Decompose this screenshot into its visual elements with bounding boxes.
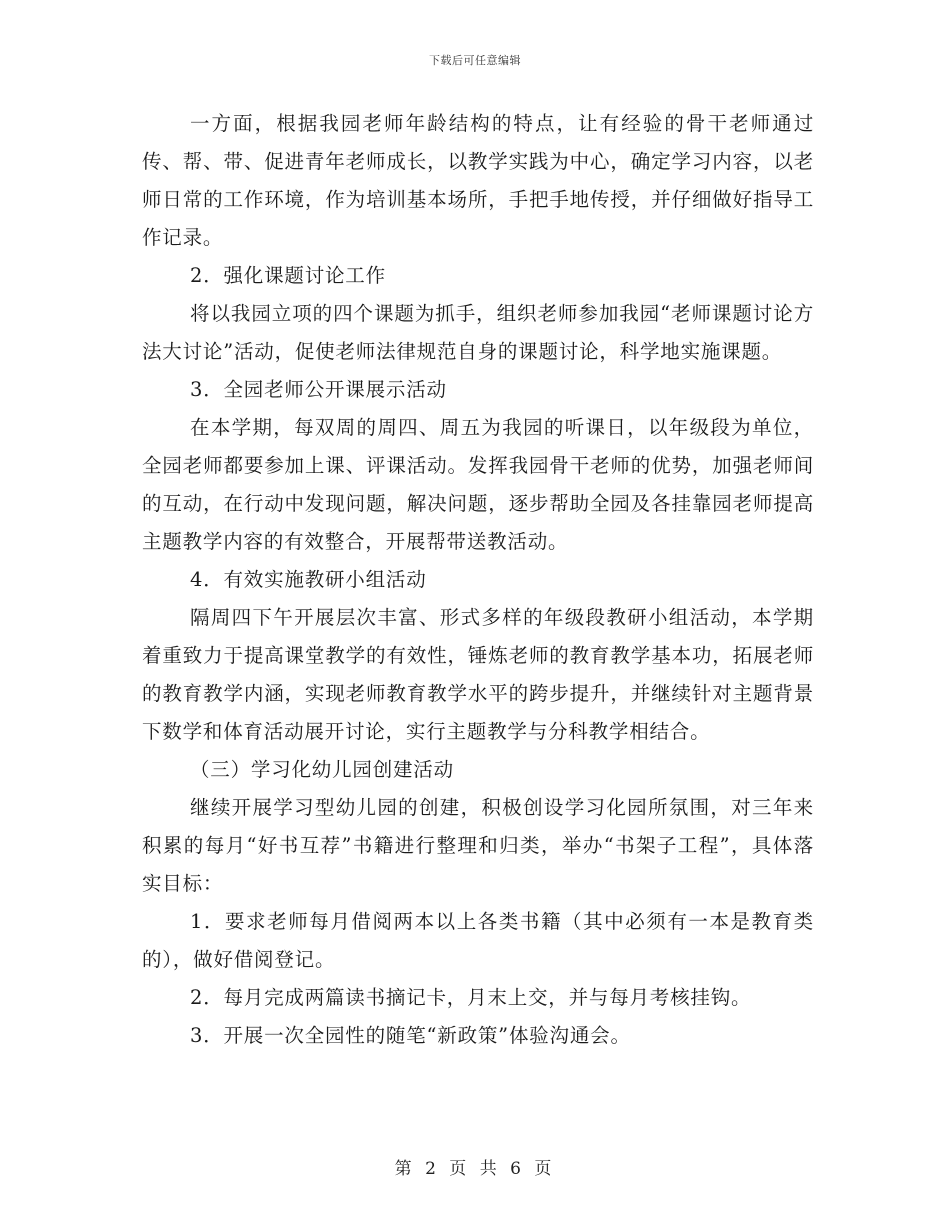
heading-research-topics: 2．强化课题讨论工作 (190, 264, 386, 287)
heading-open-class: 3．全园老师公开课展示活动 (190, 378, 447, 401)
paragraph-research-topics: 将以我园立项的四个课题为抓手，组织老师参加我园“老师课题讨论方法大讨论”活动，促使老师法律规范自身的课题讨论，科学地实施课题。 (142, 302, 814, 363)
paragraph-mentoring: 一方面，根据我园老师年龄结构的特点，让有经验的骨干老师通过传、帮、带、促进青年老师成长，以教学实践为中心，确定学习内容，以老师日常的工作环境，作为培训基本场所，手把手地传授，并仔细做好指导工作记录。 (142, 112, 814, 249)
paragraph-learning-kindergarten: 继续开展学习型幼儿园的创建，积极创设学习化园所氛围，对三年来积累的每月“好书互荐”书籍进行整理和归类，举办“书架子工程”，具体落实目标： (142, 796, 814, 895)
heading-research-groups: 4．有效实施教研小组活动 (190, 568, 427, 591)
list-item-notes: 2．每月完成两篇读书摘记卡，月末上交，并与每月考核挂钩。 (190, 986, 752, 1009)
paragraph-research-groups: 隔周四下午开展层次丰富、形式多样的年级段教研小组活动，本学期着重致力于提高课堂教学的有效性，锤炼老师的教育教学基本功，拓展老师的教育教学内涵，实现老师教育教学水平的跨步提升，并继续针对主题背景下数学和体育活动展开讨论，实行主题教学与分科教学相结合。 (142, 606, 814, 743)
page-number: 第 2 页 共 6 页 (394, 1159, 556, 1179)
paragraph-open-class: 在本学期，每双周的周四、周五为我园的听课日，以年级段为单位，全园老师都要参加上课、评课活动。发挥我园骨干老师的优势，加强老师间的互动，在行动中发现问题，解决问题，逐步帮助全园及各挂靠园老师提高主题教学内容的有效整合，开展帮带送教活动。 (142, 416, 814, 553)
list-item-meeting: 3．开展一次全园性的随笔“新政策”体验沟通会。 (190, 1024, 631, 1047)
list-item-reading: 1．要求老师每月借阅两本以上各类书籍（其中必须有一本是教育类的），做好借阅登记。 (142, 910, 814, 971)
document-body (142, 105, 814, 1055)
heading-learning-kindergarten: （三）学习化幼儿园创建活动 (190, 758, 454, 781)
page-header: 下载后可任意编辑 (429, 54, 521, 67)
